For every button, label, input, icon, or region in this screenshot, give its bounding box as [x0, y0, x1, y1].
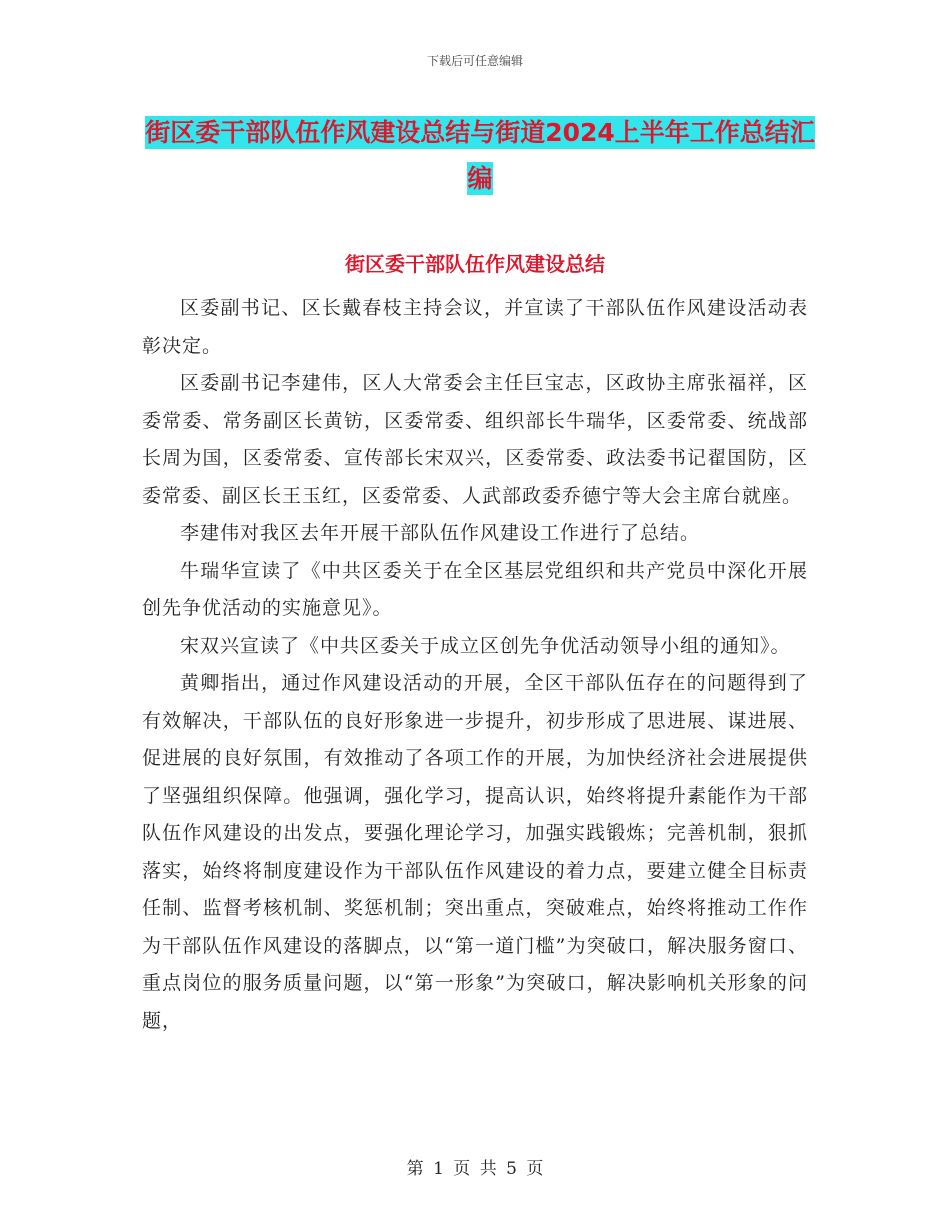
document-body	[142, 290, 808, 1040]
document-title-text: 街区委干部队伍作风建设总结与街道2024上半年工作总结汇编	[145, 118, 815, 193]
paragraph: 区委副书记、区长戴春枝主持会议，并宣读了干部队伍作风建设活动表彰决定。	[142, 297, 808, 357]
document-title	[140, 110, 820, 202]
paragraph: 区委副书记李建伟，区人大常委会主任巨宝志，区政协主席张福祥，区委常委、常务副区长黄钫，区委常委、组织部长牛瑞华，区委常委、统战部长周为国，区委常委、宣传部长宋双兴，区委常委、政法委书记翟国防，区委常委、副区长王玉红，区委常委、人武部政委乔德宁等大会主席台就座。	[142, 372, 808, 507]
section-title: 街区委干部队伍作风建设总结	[345, 252, 605, 276]
paragraph: 牛瑞华宣读了《中共区委关于在全区基层党组织和共产党员中深化开展创先争优活动的实施意见》。	[142, 559, 808, 619]
paragraph: 李建伟对我区去年开展干部队伍作风建设工作进行了总结。	[180, 522, 701, 544]
header-note: 下载后可任意编辑	[426, 54, 523, 68]
paragraph: 黄卿指出，通过作风建设活动的开展，全区干部队伍存在的问题得到了有效解决，干部队伍的良好形象进一步提升，初步形成了思进展、谋进展、促进展的良好氛围，有效推动了各项工作的开展，为加快经济社会进展提供了坚强组织保障。他强调，强化学习，提高认识，始终将提升素能作为干部队伍作风建设的出发点，要强化理论学习，加强实践锻炼；完善机制，狠抓落实，始终将制度建设作为干部队伍作风建设的着力点，要建立健全目标责任制、监督考核机制、奖惩机制；突出重点，突破难点，始终将推动工作作为干部队伍作风建设的落脚点，以“第一道门槛”为突破口，解决服务窗口、重点岗位的服务质量问题，以“第一形象”为突破口，解决影响机关形象的问题，	[142, 672, 808, 1032]
page-footer: 第 1 页 共 5 页	[406, 1159, 544, 1179]
paragraph: 宋双兴宣读了《中共区委关于成立区创先争优活动领导小组的通知》。	[180, 634, 791, 657]
